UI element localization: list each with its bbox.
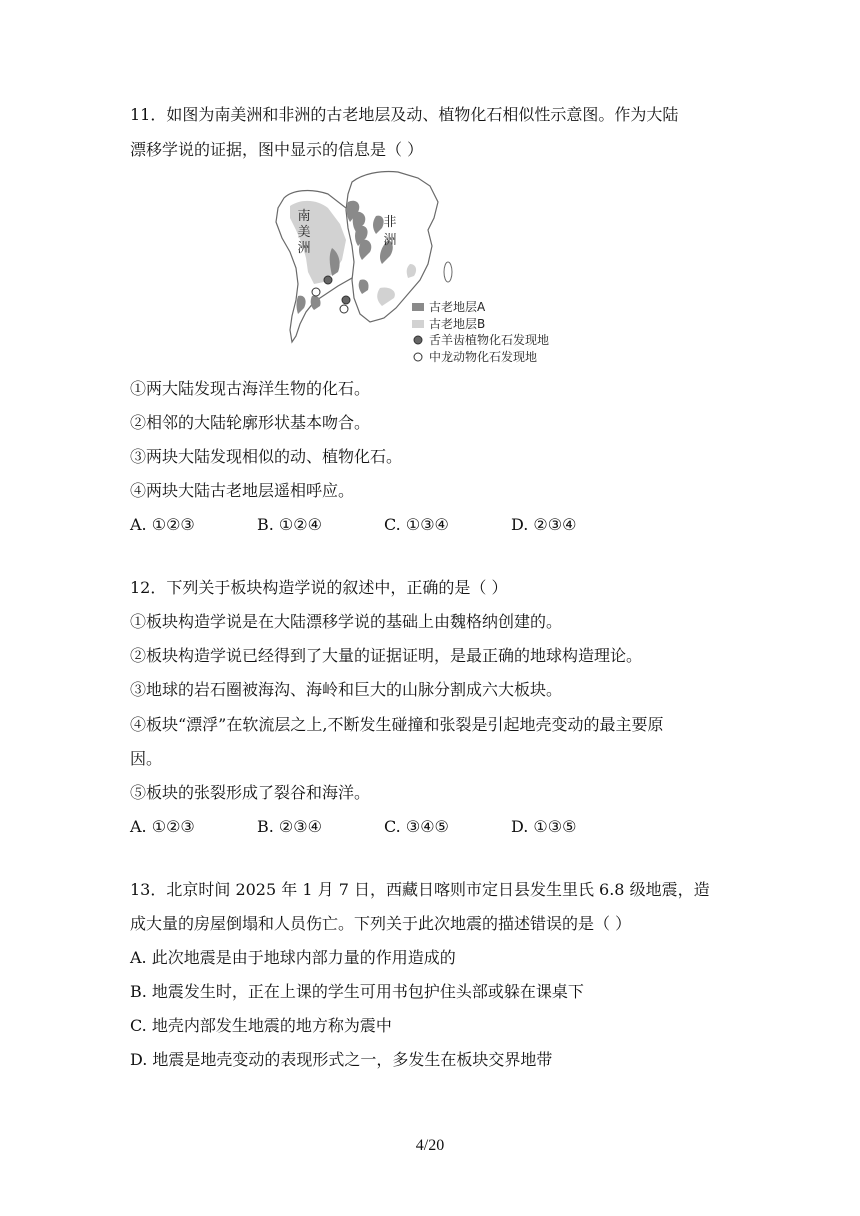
q11-stem-line-1: 11．如图为南美洲和非洲的古老地层及动、植物化石相似性示意图。作为大陆 (130, 105, 679, 124)
svg-text:美: 美 (297, 225, 311, 240)
q12-statement-4-line-2: 因。 (130, 749, 163, 768)
madagascar-outline (444, 262, 452, 282)
q11-options (130, 515, 576, 535)
svg-text:古老地层B: 古老地层B (429, 317, 486, 331)
continent-fossil-map (262, 168, 602, 372)
svg-text:舌羊齿植物化石发现地: 舌羊齿植物化石发现地 (429, 333, 550, 347)
q11-statement-1: ①两大陆发现古海洋生物的化石。 (130, 379, 371, 398)
q11-option-b: B. ①②④ (257, 515, 322, 534)
q13-stem-line-2: 成大量的房屋倒塌和人员伤亡。下列关于此次地震的描述错误的是（ ） (130, 914, 632, 933)
glossopteris-fossil-site (324, 276, 332, 284)
south-america-label (297, 208, 310, 256)
q12-options (130, 817, 576, 837)
q11-option-d: D. ②③④ (511, 515, 577, 534)
q12-option-c: C. ③④⑤ (384, 817, 449, 836)
svg-text:古老地层A: 古老地层A (429, 300, 486, 314)
q12-option-b: B. ②③④ (257, 817, 322, 836)
svg-text:洲: 洲 (297, 241, 311, 256)
glossopteris-fossil-site (342, 296, 350, 304)
q11-option-a: A. ①②③ (130, 515, 195, 534)
q11-statement-2: ②相邻的大陆轮廓形状基本吻合。 (130, 413, 371, 432)
mesosaurus-fossil-site (340, 305, 348, 313)
q12-statement-1: ①板块构造学说是在大陆漂移学说的基础上由魏格纳创建的。 (130, 612, 563, 631)
page-number: 4/20 (415, 1137, 445, 1154)
mesosaurus-fossil-site (312, 288, 320, 296)
q12-statement-5: ⑤板块的张裂形成了裂谷和海洋。 (130, 783, 371, 802)
svg-text:洲: 洲 (383, 233, 397, 248)
q12-option-d: D. ①③⑤ (511, 817, 577, 836)
q12-statement-4-line-1: ④板块“漂浮”在软流层之上,不断发生碰撞和张裂是引起地壳变动的最主要原 (130, 715, 664, 734)
q11-statement-3: ③两块大陆发现相似的动、植物化石。 (130, 447, 403, 466)
map-legend (412, 299, 549, 364)
q13-option-c: C. 地壳内部发生地震的地方称为震中 (130, 1016, 392, 1035)
q11-statement-4: ④两块大陆古老地层遥相呼应。 (130, 481, 355, 500)
q12-statement-2: ②板块构造学说已经得到了大量的证据证明，是最正确的地球构造理论。 (130, 646, 643, 665)
q11-option-c: C. ①③④ (384, 515, 449, 534)
q13-option-d: D. 地震是地壳变动的表现形式之一，多发生在板块交界地带 (130, 1050, 553, 1069)
svg-text:中龙动物化石发现地: 中龙动物化石发现地 (429, 350, 538, 364)
q13-stem-line-1: 13．北京时间 2025 年 1 月 7 日，西藏日喀则市定日县发生里氏 6.8 级地震，造 (130, 880, 710, 899)
q11-stem-line-2: 漂移学说的证据，图中显示的信息是（ ） (130, 140, 424, 159)
q13-option-b: B. 地震发生时，正在上课的学生可用书包护住头部或躲在课桌下 (130, 982, 584, 1001)
q13-option-a: A. 此次地震是由于地球内部力量的作用造成的 (130, 948, 456, 967)
legend-marker-glossopteris (414, 336, 422, 344)
svg-text:非: 非 (383, 215, 397, 230)
legend-swatch-stratum-a (412, 303, 424, 311)
q12-option-a: A. ①②③ (130, 817, 195, 836)
q12-statement-3: ③地球的岩石圈被海沟、海岭和巨大的山脉分割成六大板块。 (130, 680, 563, 699)
svg-text:南: 南 (297, 209, 311, 224)
q12-stem: 12．下列关于板块构造学说的叙述中，正确的是（ ） (130, 578, 508, 597)
legend-swatch-stratum-b (412, 320, 424, 328)
legend-marker-mesosaurus (414, 353, 422, 361)
